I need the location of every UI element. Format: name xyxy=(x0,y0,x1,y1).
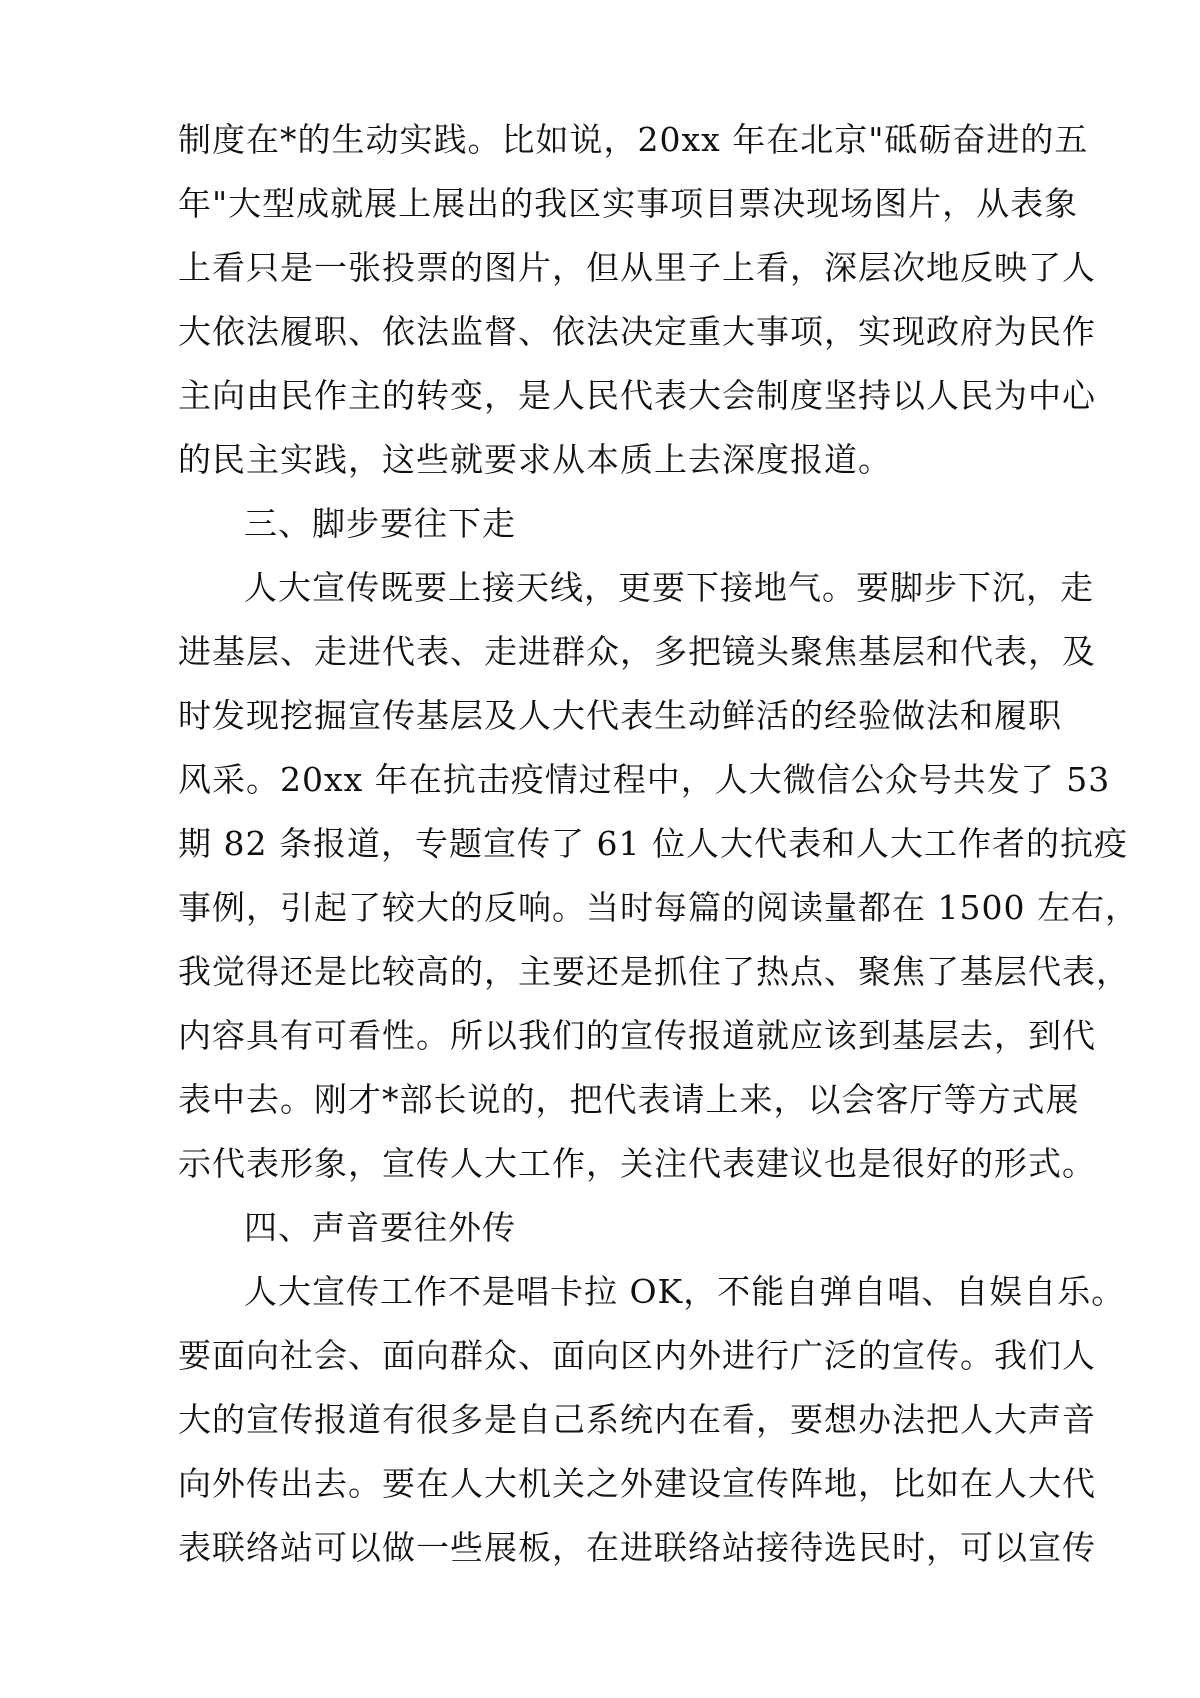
text-line: 我觉得还是比较高的，主要还是抓住了热点、聚焦了基层代表， xyxy=(178,952,1130,991)
text-line: 内容具有可看性。所以我们的宣传报道就应该到基层去，到代 xyxy=(178,1016,1096,1055)
text-line: 向外传出去。要在人大机关之外建设宣传阵地，比如在人大代 xyxy=(178,1464,1096,1503)
text-line: 要面向社会、面向群众、面向区内外进行广泛的宣传。我们人 xyxy=(178,1336,1096,1375)
text-line: 大的宣传报道有很多是自己系统内在看，要想办法把人大声音 xyxy=(178,1400,1096,1439)
text-line: 年"大型成就展上展出的我区实事项目票决现场图片，从表象 xyxy=(178,184,1079,223)
text-line: 上看只是一张投票的图片，但从里子上看，深层次地反映了人 xyxy=(178,248,1096,287)
text-line: 制度在*的生动实践。比如说，20xx 年在北京"砥砺奋进的五 xyxy=(178,120,1089,159)
text-line: 风采。20xx 年在抗击疫情过程中，人大微信公众号共发了 53 xyxy=(178,760,1111,799)
section-heading: 四、声音要往外传 xyxy=(244,1208,516,1247)
text-line: 表联络站可以做一些展板，在进联络站接待选民时，可以宣传 xyxy=(178,1528,1096,1567)
text-line: 表中去。刚才*部长说的，把代表请上来，以会客厅等方式展 xyxy=(178,1080,1080,1119)
text-line: 人大宣传既要上接天线，更要下接地气。要脚步下沉，走 xyxy=(244,568,1094,607)
text-body xyxy=(178,108,1139,1580)
text-line: 时发现挖掘宣传基层及人大代表生动鲜活的经验做法和履职 xyxy=(178,696,1062,735)
text-line: 大依法履职、依法监督、依法决定重大事项，实现政府为民作 xyxy=(178,312,1096,351)
text-line: 事例，引起了较大的反响。当时每篇的阅读量都在 1500 左右， xyxy=(178,888,1139,927)
text-line: 人大宣传工作不是唱卡拉 OK，不能自弹自唱、自娱自乐。 xyxy=(244,1272,1126,1311)
text-line: 示代表形象，宣传人大工作，关注代表建议也是很好的形式。 xyxy=(178,1144,1096,1183)
text-line: 进基层、走进代表、走进群众，多把镜头聚焦基层和代表，及 xyxy=(178,632,1096,671)
text-line: 期 82 条报道，专题宣传了 61 位人大代表和人大工作者的抗疫 xyxy=(178,824,1128,863)
text-line: 的民主实践，这些就要求从本质上去深度报道。 xyxy=(178,440,892,479)
text-line: 主向由民作主的转变，是人民代表大会制度坚持以人民为中心 xyxy=(178,376,1096,415)
section-heading: 三、脚步要往下走 xyxy=(244,504,516,543)
